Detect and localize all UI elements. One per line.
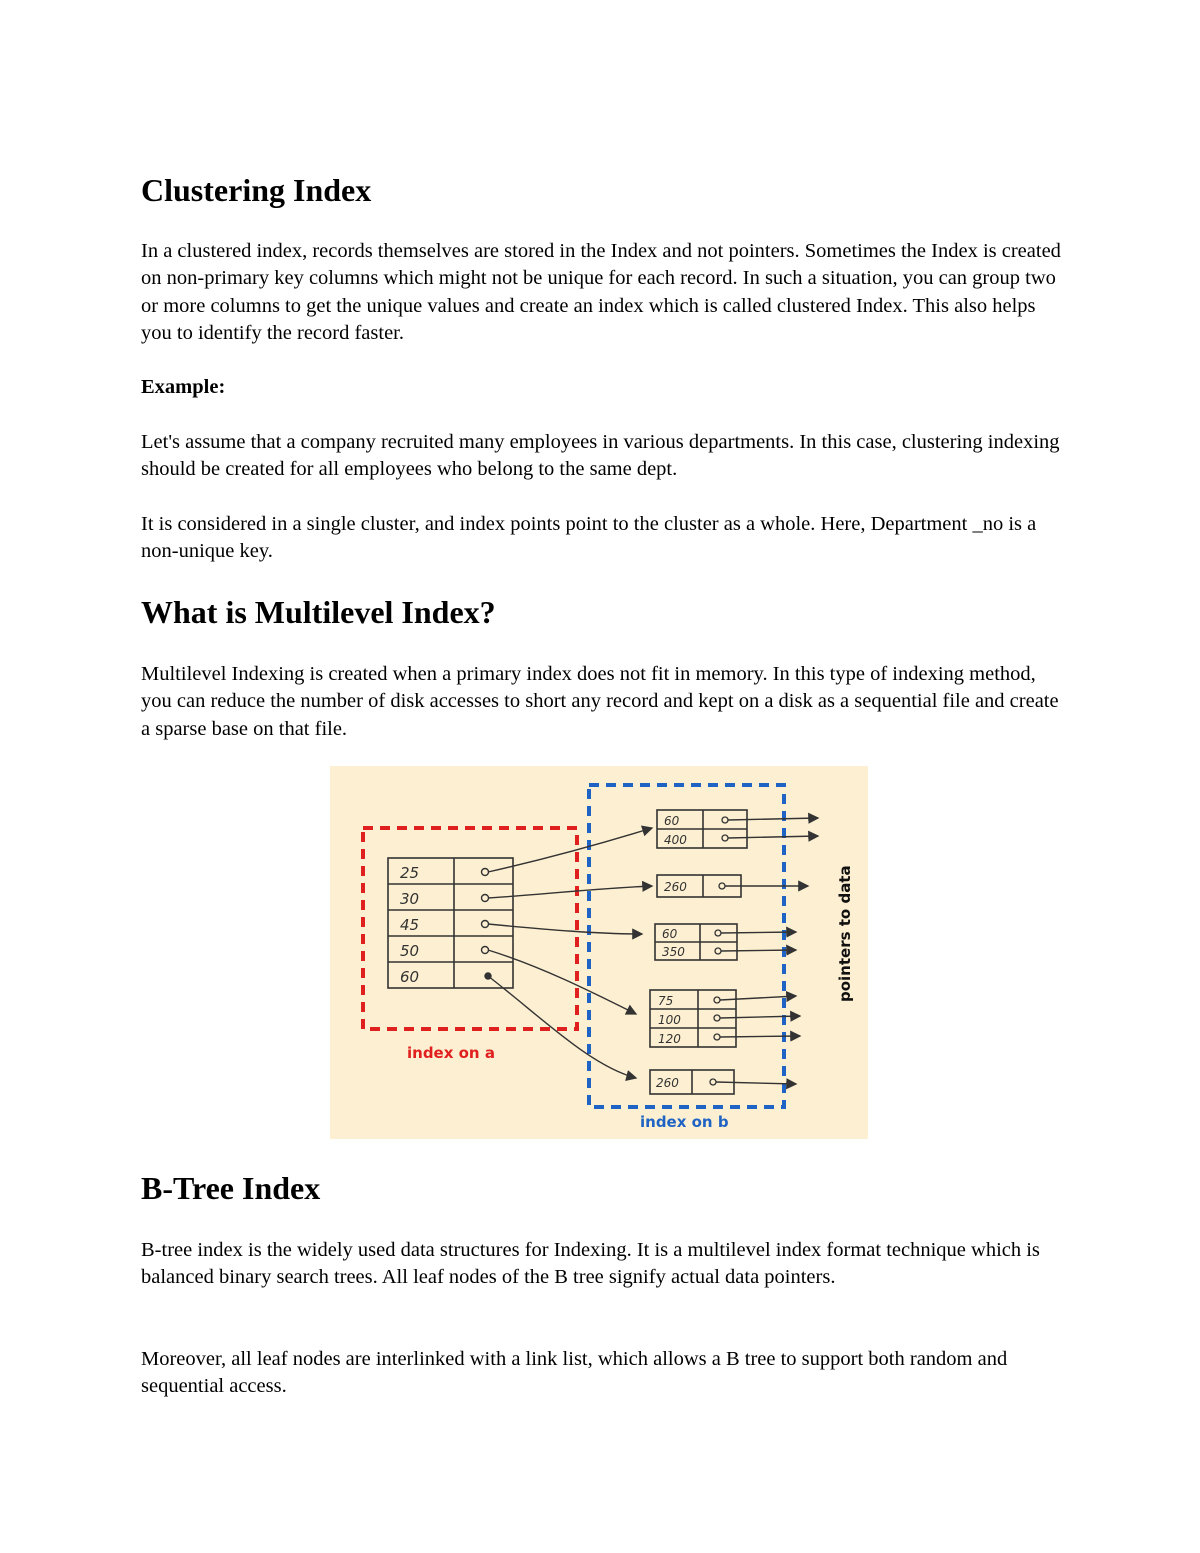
index-b-key: 60 [664,814,680,828]
paragraph-btree: B-tree index is the widely used data structures for Indexing. It is a multilevel index format technique which is balanced binary search trees. All leaf nodes of the B tree signify actual data pointers. [141,1239,1040,1289]
multilevel-index-figure [330,766,868,1139]
heading-clustering-index: Clustering Index [141,172,372,208]
index-a-key: 25 [400,864,420,882]
index-b-key: 400 [664,833,687,847]
pointers-to-data-label: pointers to data [836,865,854,1002]
index-a-label: index on a [407,1044,495,1062]
heading-btree-index: B-Tree Index [141,1170,321,1206]
index-b-key: 260 [656,1076,679,1090]
paragraph-clustered-index: In a clustered index, records themselves are stored in the Index and not pointers. Sometimes the Index is created on non-primary key columns which might not be unique for each record. In such a situation, you can group two or more columns to get the unique values and create an index which is called clustered Index. This also helps you to identify the record faster. [141,240,1061,344]
index-b-key: 260 [664,880,687,894]
index-a-key: 50 [400,942,420,960]
index-b-key: 100 [658,1013,681,1027]
paragraph-cluster: It is considered in a single cluster, and index points point to the cluster as a whole. Here, Department _no is a non-unique key. [141,513,1037,563]
multilevel-index-diagram [330,766,868,1139]
heading-multilevel-index: What is Multilevel Index? [141,594,496,630]
index-b-key: 350 [662,945,685,959]
example-label: Example: [141,376,226,398]
index-b-label: index on b [640,1113,729,1131]
index-a-key: 30 [400,890,420,908]
paragraph-leaf-nodes: Moreover, all leaf nodes are interlinked with a link list, which allows a B tree to support both random and sequential access. [141,1348,1008,1398]
index-b-key: 60 [662,927,678,941]
paragraph-multilevel: Multilevel Indexing is created when a primary index does not fit in memory. In this type of indexing method, you can reduce the number of disk accesses to short any record and kept on a disk as a sequential file and create a sparse base on that file. [141,663,1059,740]
paragraph-example: Let's assume that a company recruited many employees in various departments. In this case, clustering indexing should be created for all employees who belong to the same dept. [141,431,1060,481]
index-b-key: 120 [658,1032,681,1046]
index-a-key: 45 [400,916,420,934]
index-b-key: 75 [658,994,674,1008]
index-a-key: 60 [400,968,420,986]
